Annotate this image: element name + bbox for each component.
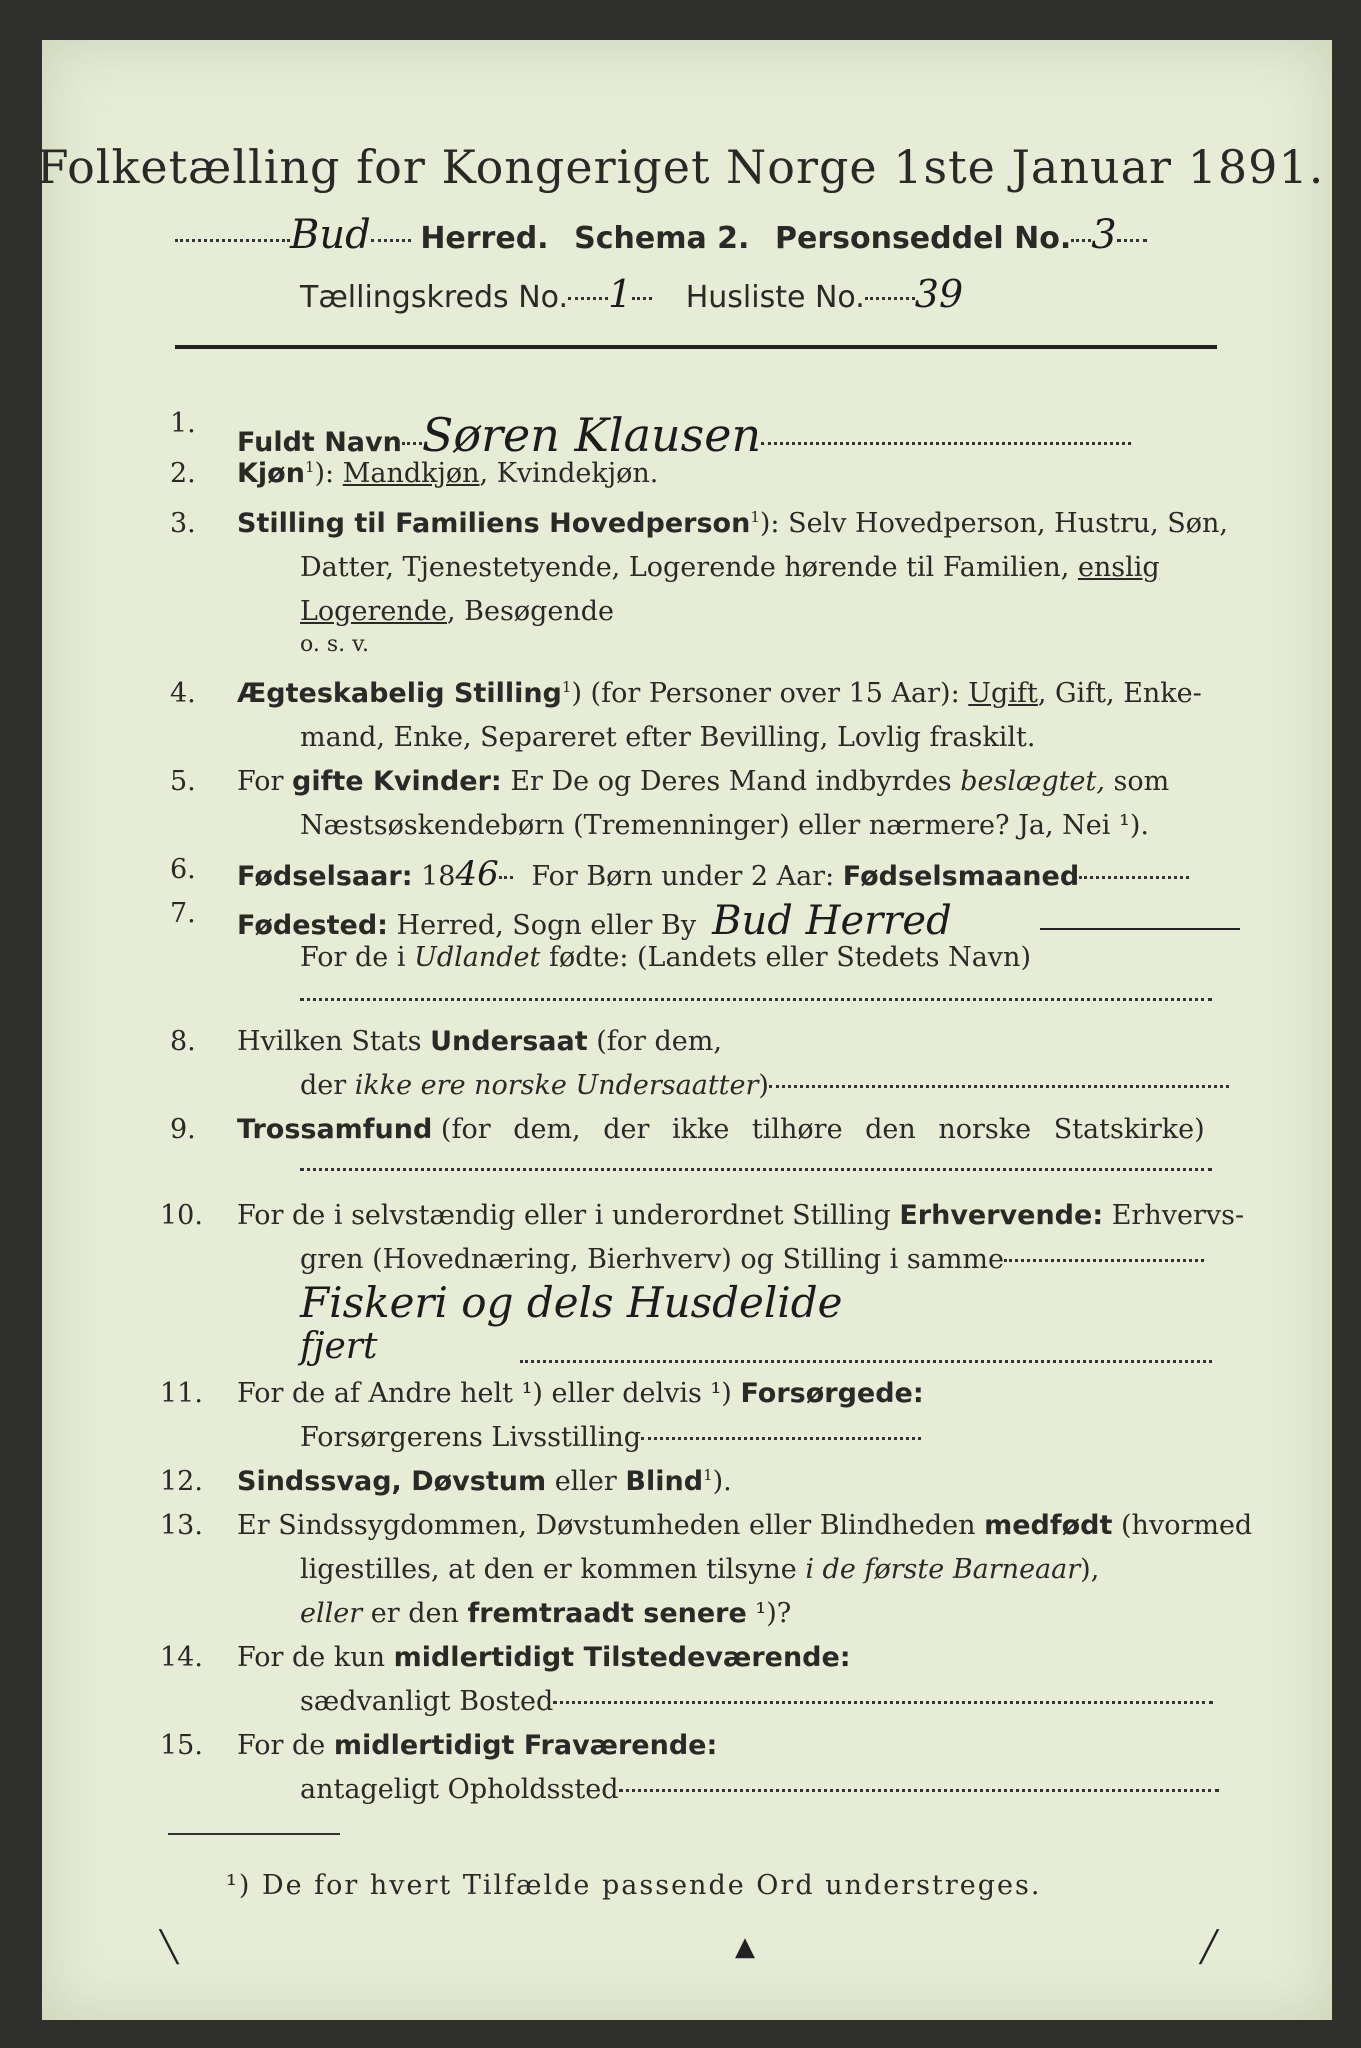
q7-pen-stroke: [1040, 928, 1240, 930]
q8-line2: [300, 1070, 1229, 1101]
q12-mid: eller: [554, 1466, 617, 1497]
q4-ugift: Ugift: [968, 678, 1038, 709]
form-title: Folketælling for Kongeriget Norge 1ste Januar 1891.: [36, 140, 1325, 194]
q4-row: Ægteskabelig Stilling$^1$) (for Personer over 15 Aar): Ugift, Gift, Enke-: [237, 678, 1202, 709]
q12-label2: Blind: [625, 1466, 704, 1497]
q6-prefix: 18: [421, 861, 456, 892]
q3-enslig: enslig: [1077, 552, 1160, 583]
q8-number: 8.: [170, 1026, 196, 1057]
q8-label: Undersaat: [430, 1026, 588, 1057]
q11-row: [237, 1378, 924, 1409]
q7-row: [237, 898, 952, 944]
q8-line2-italic: ikke ere norske Undersaatter: [354, 1070, 759, 1101]
q1-label: Fuldt Navn: [237, 427, 402, 458]
q2-row: Kjøn$^1$): Mandkjøn, Kvindekjøn.: [237, 458, 659, 489]
q11-text: For de af Andre helt ¹) eller delvis ¹): [237, 1378, 732, 1409]
q3-logerende: Logerende: [300, 596, 447, 627]
q13-line3-tail: ¹)?: [755, 1598, 792, 1629]
q13-row: [237, 1510, 1252, 1541]
q11-line2: [300, 1422, 921, 1453]
q3-label: Stilling til Familiens Hovedperson: [237, 508, 751, 539]
q5-beslaegtet: beslægtet,: [960, 766, 1105, 797]
kreds-label: Tællingskreds No.: [300, 280, 568, 315]
q8-post: (for dem,: [596, 1026, 722, 1057]
q10-text: For de i selvstændig eller i underordnet Stilling: [237, 1200, 891, 1231]
q10-line2: [300, 1244, 1204, 1275]
q3-besogende: , Besøgende: [446, 596, 614, 627]
q13-line3: [300, 1598, 791, 1629]
q4-number: 4.: [170, 678, 196, 709]
q7-label: Fødested:: [237, 910, 388, 941]
q9-label: Trossamfund: [237, 1114, 433, 1145]
q13-number: 13.: [160, 1510, 203, 1541]
q15-row: [237, 1730, 717, 1761]
q15-number: 15.: [160, 1730, 203, 1761]
q15-label: midlertidigt Fraværende:: [333, 1730, 718, 1761]
q2-option-female: Kvindekjøn.: [496, 458, 659, 489]
q3-row: Stilling til Familiens Hovedperson$^1$): Selv Hovedperson, Hustru, Søn,: [237, 508, 1229, 539]
q10-tail: Erhvervs-: [1111, 1200, 1245, 1231]
q11-number: 11.: [160, 1378, 203, 1409]
q3-line4: o. s. v.: [300, 632, 369, 657]
q8-pre: Hvilken Stats: [237, 1026, 422, 1057]
q13-line3-text: er den: [370, 1598, 459, 1629]
q13-fremtraadt: fremtraadt senere: [467, 1598, 747, 1629]
husliste-label: Husliste No.: [685, 280, 865, 315]
husliste-value: 39: [914, 272, 964, 316]
q7-line2-pre: For de i: [300, 942, 406, 973]
q6-number: 6.: [170, 854, 196, 885]
q12-label: Sindssvag, Døvstum: [237, 1466, 547, 1497]
q13-eller: eller: [300, 1598, 363, 1629]
q10-row: [237, 1200, 1244, 1231]
q8-row: [237, 1026, 722, 1057]
q1-number: 1.: [170, 408, 196, 439]
q5-row: [237, 766, 1169, 797]
q9-text: (for dem, der ikke tilhøre den norske Statskirke): [440, 1114, 1205, 1145]
q10-value1: Fiskeri og dels Husdelide: [300, 1278, 843, 1327]
q3-line3: [300, 596, 614, 627]
q4-line2: mand, Enke, Separeret efter Bevilling, Lovlig fraskilt.: [300, 722, 1036, 753]
q4-label: Ægteskabelig Stilling: [237, 678, 562, 709]
q12-tail: ).: [712, 1466, 732, 1497]
q10-label: Erhvervende:: [899, 1200, 1104, 1231]
q10-line2-text: gren (Hovednæring, Bierhverv) og Stilling i samme: [300, 1244, 1005, 1275]
q14-line2-text: sædvanligt Bosted: [300, 1686, 554, 1717]
q9-number: 9.: [170, 1114, 196, 1145]
q7-line2: [300, 942, 1031, 973]
q10-value2: fjert: [300, 1326, 378, 1367]
q5-text: Er De og Deres Mand indbyrdes: [510, 766, 952, 797]
q5-som: som: [1113, 766, 1170, 797]
personseddel-label: Personseddel No.: [774, 221, 1072, 256]
q14-line2: [300, 1686, 1213, 1717]
q4-tail: , Gift, Enke-: [1037, 678, 1202, 709]
q12-row: Sindssvag, Døvstum eller Blind$^1$).: [237, 1466, 732, 1497]
q13-line2-tail: ),: [1080, 1554, 1100, 1585]
corner-mark-right: ╱: [1200, 1930, 1219, 1965]
q14-pre: For de kun: [237, 1642, 385, 1673]
q15-line2-text: antageligt Opholdssted: [300, 1774, 619, 1805]
q7-udlandet: Udlandet: [414, 942, 541, 973]
q6-label2: Fødselsmaaned: [842, 861, 1080, 892]
q2-footnote-mark: 1: [304, 458, 315, 476]
q2-option-male: Mandkjøn: [342, 458, 480, 489]
q13-text: Er Sindssygdommen, Døvstumheden eller Blindheden: [237, 1510, 976, 1541]
q3-number: 3.: [170, 508, 196, 539]
q13-line2-italic: i de første Barneaar: [805, 1554, 1081, 1585]
footnote: ¹) De for hvert Tilfælde passende Ord understreges.: [226, 1870, 1042, 1901]
herred-value: Bud: [290, 212, 371, 258]
q15-line2: [300, 1774, 1219, 1805]
q7-text: Herred, Sogn eller By: [396, 910, 697, 941]
q6-label: Fødselsaar:: [237, 861, 413, 892]
q9-answer-line: [300, 1168, 1212, 1171]
q5-pre: For: [237, 766, 284, 797]
q5-label: gifte Kvinder:: [292, 766, 502, 797]
kreds-line: [300, 272, 963, 316]
q13-tail: (hvormed: [1121, 1510, 1253, 1541]
schema-label: Schema 2.: [574, 221, 750, 256]
footnote-divider: [168, 1833, 340, 1835]
herred-label: Herred.: [420, 221, 549, 256]
q7-answer-line: [300, 998, 1212, 1001]
q4-text: ) (for Personer over 15 Aar):: [571, 678, 960, 709]
q12-number: 12.: [160, 1466, 203, 1497]
q14-label: midlertidigt Tilstedeværende:: [393, 1642, 851, 1673]
q10-answer-line: [520, 1360, 1212, 1363]
kreds-value: 1: [608, 272, 633, 316]
q3-line1: Selv Hovedperson, Hustru, Søn,: [788, 508, 1229, 539]
q2-label: Kjøn: [237, 458, 305, 489]
q13-line2-text: ligestilles, at den er kommen tilsyne: [300, 1554, 797, 1585]
q6-value: 46: [455, 854, 499, 894]
q13-medfodt: medfødt: [984, 1510, 1113, 1541]
q14-number: 14.: [160, 1642, 203, 1673]
header-divider: [175, 345, 1217, 349]
corner-mark-left: ╲: [160, 1930, 179, 1965]
personseddel-value: 3: [1091, 212, 1117, 258]
q8-line2-pre: der: [300, 1070, 347, 1101]
q13-line2: [300, 1554, 1099, 1585]
q14-row: [237, 1642, 851, 1673]
q7-number: 7.: [170, 898, 196, 929]
q6-row: [237, 854, 1189, 894]
q5-number: 5.: [170, 766, 196, 797]
corner-mark-center: ▲: [735, 1932, 755, 1962]
q15-pre: For de: [237, 1730, 326, 1761]
q8-line2-close: ): [758, 1070, 769, 1101]
q1-row: [237, 408, 1131, 462]
herred-line: [175, 212, 1147, 258]
q5-line2: Næstsøskendebørn (Tremenninger) eller nærmere? Ja, Nei ¹).: [300, 810, 1149, 841]
q9-row: [237, 1114, 1205, 1145]
q1-value: Søren Klausen: [421, 408, 762, 462]
q11-line2-text: Forsørgerens Livsstilling: [300, 1422, 642, 1453]
q7-value: Bud Herred: [712, 898, 952, 944]
q3-line2-text: Datter, Tjenestetyende, Logerende hørende til Familien,: [300, 552, 1070, 583]
q3-line2: [300, 552, 1160, 583]
q10-number: 10.: [160, 1200, 203, 1231]
q6-text: For Børn under 2 Aar:: [531, 861, 835, 892]
q11-label: Forsørgede:: [740, 1378, 924, 1409]
q7-line2-tail: fødte: (Landets eller Stedets Navn): [548, 942, 1031, 973]
q2-number: 2.: [170, 458, 196, 489]
